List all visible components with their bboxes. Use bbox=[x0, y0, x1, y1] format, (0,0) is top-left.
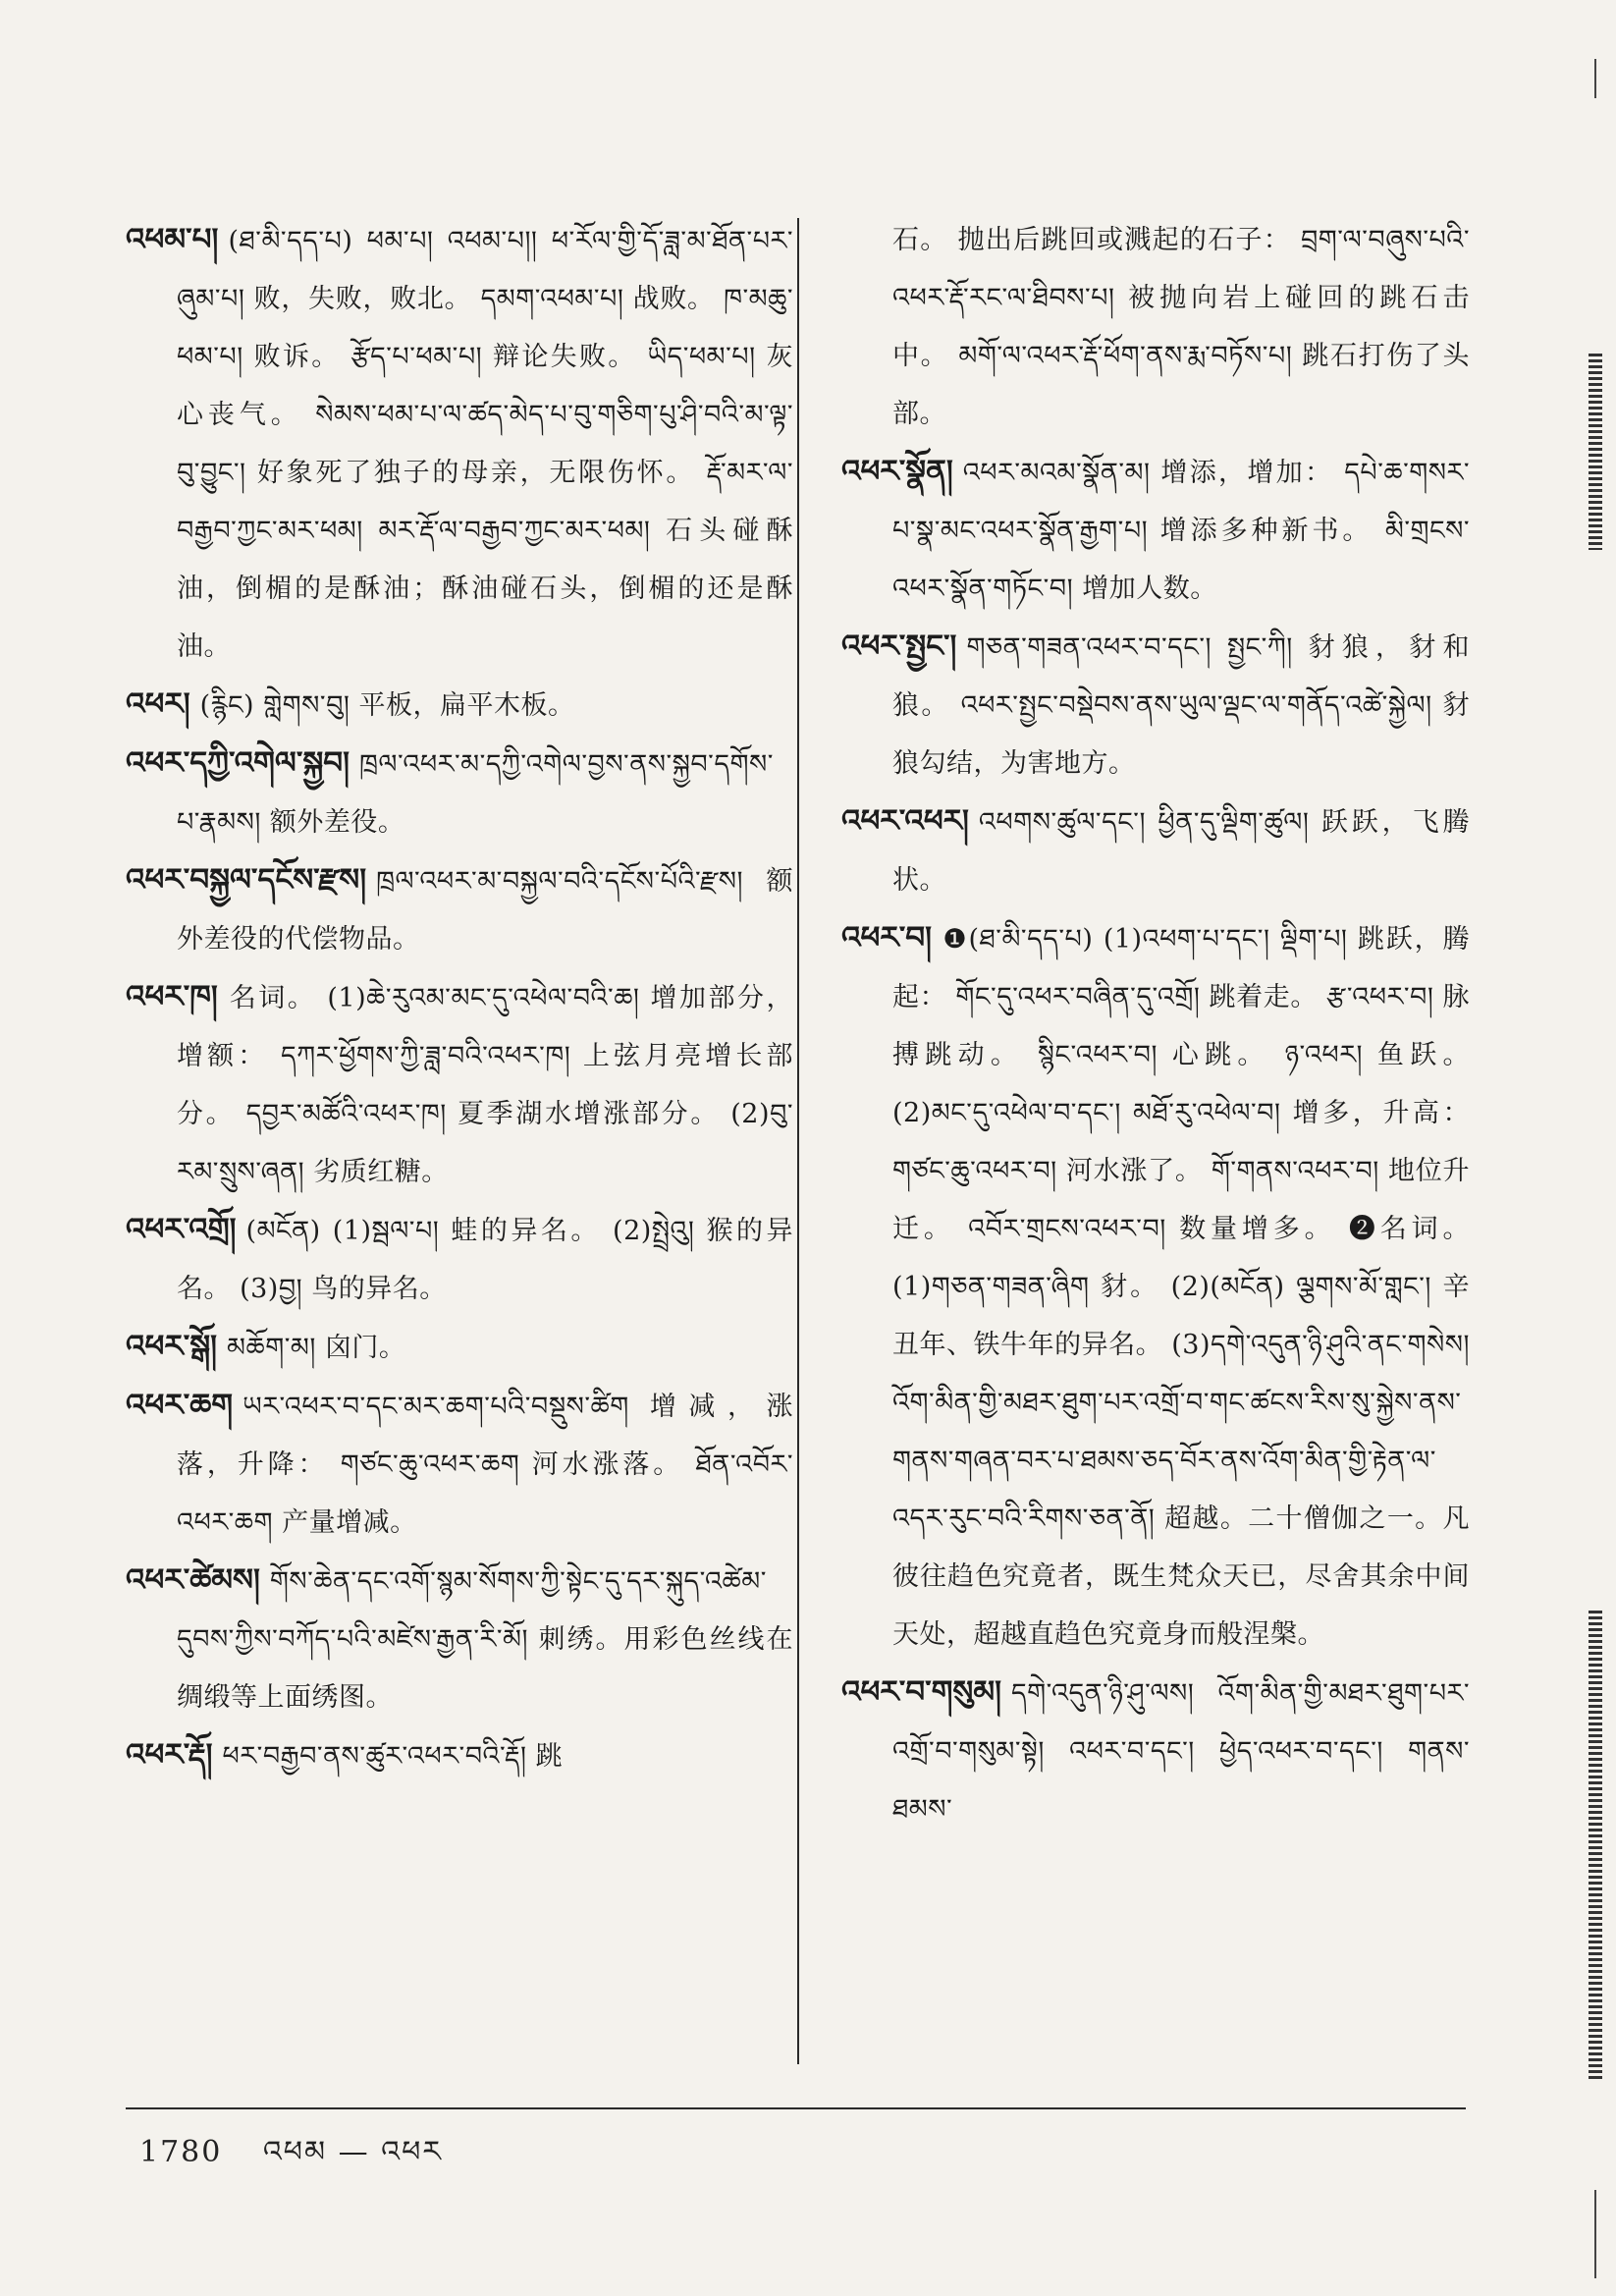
entry bbox=[126, 676, 793, 735]
edge-tick bbox=[1594, 2190, 1596, 2278]
entry bbox=[126, 1726, 793, 1785]
headword: འཕར་སྤྱང་། bbox=[841, 629, 957, 664]
definition: ཁྲལ་འཕར་མ་བསྐྱལ་བའི་དངོས་པོའི་རྫས། 额外差役的代偿物品。 bbox=[177, 866, 793, 955]
definition: 名词。 (1)ཆེ་རུའམ་མང་དུ་འཕེལ་བའི་ཆ། 增加部分，增额： དཀར་ཕྱོགས་ཀྱི་ཟླ་བའི་འཕར་ཁ། 上弦月亮增长部分。 དབྱར་མཚོའི་འཕར་ཁ། 夏季湖水增涨部分。 (2)བུ་རམ་སྲུས་ཞན། 劣质红糖。 bbox=[177, 983, 793, 1187]
definition: ཕར་བརྒྱབ་ནས་ཚུར་འཕར་བའི་རྡོ། 跳 bbox=[222, 1741, 564, 1772]
entry-continued bbox=[841, 211, 1470, 443]
left-column bbox=[126, 211, 793, 1785]
entry bbox=[126, 1377, 793, 1552]
entry bbox=[126, 968, 793, 1201]
definition: (ཐ་མི་དད་པ) ཕམ་པ། འཕམ་པ།། ཕ་རོལ་གྱི་དོ་ཟླ་མ་ཐོན་པར་ཞུམ་པ། 败，失败，败北。 དམག་འཕམ་པ། 战败。 ཁ་མཆུ་ཕམ་པ། 败诉。 རྩོད་པ་ཕམ་པ། 辩论失败。 ཡིད་ཕམ་པ། 灰心丧气。 སེམས་ཕམ་པ་ལ་ཚད་མེད་པ་བུ་གཅིག་པུ་ཤི་བའི་མ་ལྟ་བུ་བྱུང་། 好象死了独子的母亲，无限伤怀。 རྡོ་མར་ལ་བརྒྱབ་ཀྱང་མར་ཕམ། མར་རྡོ་ལ་བརྒྱབ་ཀྱང་མར་ཕམ། 石头碰酥油，倒楣的是酥油；酥油碰石头，倒楣的还是酥油。 bbox=[177, 226, 793, 662]
entry bbox=[126, 1201, 793, 1318]
right-column bbox=[841, 211, 1470, 1838]
definition: གཅན་གཟན་འཕར་བ་དང་། སྤྱང་ཀི། 豺狼，豺和狼。 འཕར་སྤྱང་བསྡེབས་ནས་ཡུལ་ལྡང་ལ་གནོད་འཚེ་སྐྱེལ། 豺狼勾结，为害地方。 bbox=[892, 632, 1470, 779]
definition: གོས་ཆེན་དང་འགོ་སྙམ་སོགས་ཀྱི་སྟེང་དུ་དར་སྐུད་འཚེམ་དུབས་ཀྱིས་བཀོད་པའི་མཛེས་རྒྱན་རི་མོ། 刺绣。用彩色丝线在绸缎等上面绣图。 bbox=[177, 1566, 793, 1713]
headword: འཕར། bbox=[126, 686, 190, 722]
entry bbox=[126, 1552, 793, 1726]
headword: འཕར་འཕར། bbox=[841, 803, 969, 839]
edge-bar bbox=[1589, 1611, 1602, 2082]
headword: འཕར་སྣོན། bbox=[841, 454, 953, 489]
definition: (མངོན) (1)སྦལ་པ། 蛙的异名。 (2)སྤྲེའུ། 猴的异名。 (3)བྱ། 鸟的异名。 bbox=[177, 1216, 793, 1304]
definition: 石。 抛出后跳回或溅起的石子： བྲག་ལ་བཞུས་པའི་འཕར་རྡོ་རང་ལ་ཐིབས་པ། 被抛向岩上碰回的跳石击中。 མགོ་ལ་འཕར་རྡོ་ཕོག་ནས་རྨ་བཏོས་པ། 跳石打伤了头部。 bbox=[892, 225, 1470, 429]
page-number: 1780 bbox=[139, 2135, 223, 2169]
entry bbox=[841, 909, 1470, 1664]
footer-rule bbox=[126, 2107, 1466, 2109]
definition: མཆོག་མ། 囟门。 bbox=[227, 1333, 406, 1363]
entry bbox=[126, 735, 793, 851]
headword: འཕམ་པ། bbox=[126, 222, 219, 257]
definition: ❶(ཐ་མི་དད་པ) (1)འཕག་པ་དང་། ལྡིག་པ། 跳跃，腾起： གོང་དུ་འཕར་བཞིན་དུ་འགྲོ། 跳着走。 རྩ་འཕར་བ། 脉搏跳动。 སྙིང་འཕར་བ། 心跳。 ཉ་འཕར། 鱼跃。 (2)མང་དུ་འཕེལ་བ་དང་། མཐོ་རུ་འཕེལ་བ། 增多，升高： གཙང་ཆུ་འཕར་བ། 河水涨了。 གོ་གནས་འཕར་བ། 地位升迁。 འབོར་གྲངས་འཕར་བ། 数量增多。 ❷名词。 (1)གཅན་གཟན་ཞིག 豺。 (2)(མངོན) ལྕགས་མོ་གླང་། 辛丑年、铁牛年的异名。 (3)དགེ་འདུན་ཉི་ཤུའི་ནང་གསེས། འོག་མིན་གྱི་མཐར་ཐུག་པར་འགྲོ་བ་གང་ཚངས་རིས་སུ་སྐྱེས་ནས་གནས་གཞན་བར་པ་ཐམས་ཅད་བོར་ནས་འོག་མིན་གྱི་རྟེན་ལ་འདར་རུང་བའི་རིགས་ཅན་ནོ། 超越。二十僧伽之一。凡彼往趋色究竟者，既生梵众天已，尽舍其余中间天处，超越直趋色究竟身而般涅槃。 bbox=[892, 924, 1470, 1650]
headword: འཕར་རྡོ། bbox=[126, 1737, 213, 1773]
headword: འཕར་བ་གསུམ། bbox=[841, 1674, 1001, 1710]
headword: འཕར་སྒོ། bbox=[126, 1329, 218, 1364]
scan-edge-marks bbox=[1577, 0, 1616, 2296]
page-range: འཕམ — འཕར bbox=[262, 2135, 443, 2169]
headword: འཕར་བ། bbox=[841, 920, 932, 956]
definition: འཕགས་ཚུལ་དང་། ཕྱིན་དུ་ལྡིག་ཚུལ། 跃跃，飞腾状。 bbox=[892, 807, 1470, 896]
entry bbox=[126, 851, 793, 968]
headword: འཕར་ཚེམས། bbox=[126, 1562, 260, 1598]
entry bbox=[126, 1318, 793, 1377]
edge-tick bbox=[1594, 59, 1596, 98]
entry bbox=[126, 211, 793, 676]
definition: (རྙིང) གླེགས་བུ། 平板，扁平木板。 bbox=[199, 690, 575, 721]
headword: འཕར་བསྐྱལ་དངོས་རྫས། bbox=[126, 862, 367, 898]
entry bbox=[841, 793, 1470, 909]
entry bbox=[841, 618, 1470, 793]
column-divider bbox=[797, 218, 799, 2064]
definition: དགེ་འདུན་ཉི་ཤུ་ལས། འོག་མིན་གྱི་མཐར་ཐུག་པར་འགྲོ་བ་གསུམ་སྟེ། འཕར་བ་དང་། ཕྱེད་འཕར་བ་དང་། གནས་ཐམས་ bbox=[892, 1678, 1470, 1825]
headword: འཕར་འགྲོ། bbox=[126, 1212, 237, 1247]
edge-bar bbox=[1589, 354, 1602, 550]
headword: འཕར་དཀྱི་འགེལ་སྐྱབ། bbox=[126, 745, 350, 781]
headword: འཕར་ཆག bbox=[126, 1388, 234, 1423]
entry bbox=[841, 1664, 1470, 1838]
entry bbox=[841, 443, 1470, 618]
headword: འཕར་ཁ། bbox=[126, 979, 218, 1014]
page-footer bbox=[139, 2119, 443, 2202]
definition: ཁྲལ་འཕར་མ་དཀྱི་འགེལ་བྱས་ནས་སྐྱབ་དགོས་པ་རྣམས། 额外差役。 bbox=[177, 749, 774, 838]
definition: འཕར་མའམ་སྣོན་མ། 增添，增加： དཔེ་ཆ་གསར་པ་སྣ་མང་འཕར་སྣོན་རྒྱག་པ། 增添多种新书。 མི་གྲངས་འཕར་སྣོན་གཏོང་བ། 增加人数。 bbox=[892, 458, 1470, 604]
definition: ཡར་འཕར་བ་དང་མར་ཆག་པའི་བསྡུས་ཚིག 增减，涨落，升降： གཙང་ཆུ་འཕར་ཆག 河水涨落。 ཐོན་འབོར་འཕར་ཆག 产量增减。 bbox=[177, 1392, 793, 1538]
